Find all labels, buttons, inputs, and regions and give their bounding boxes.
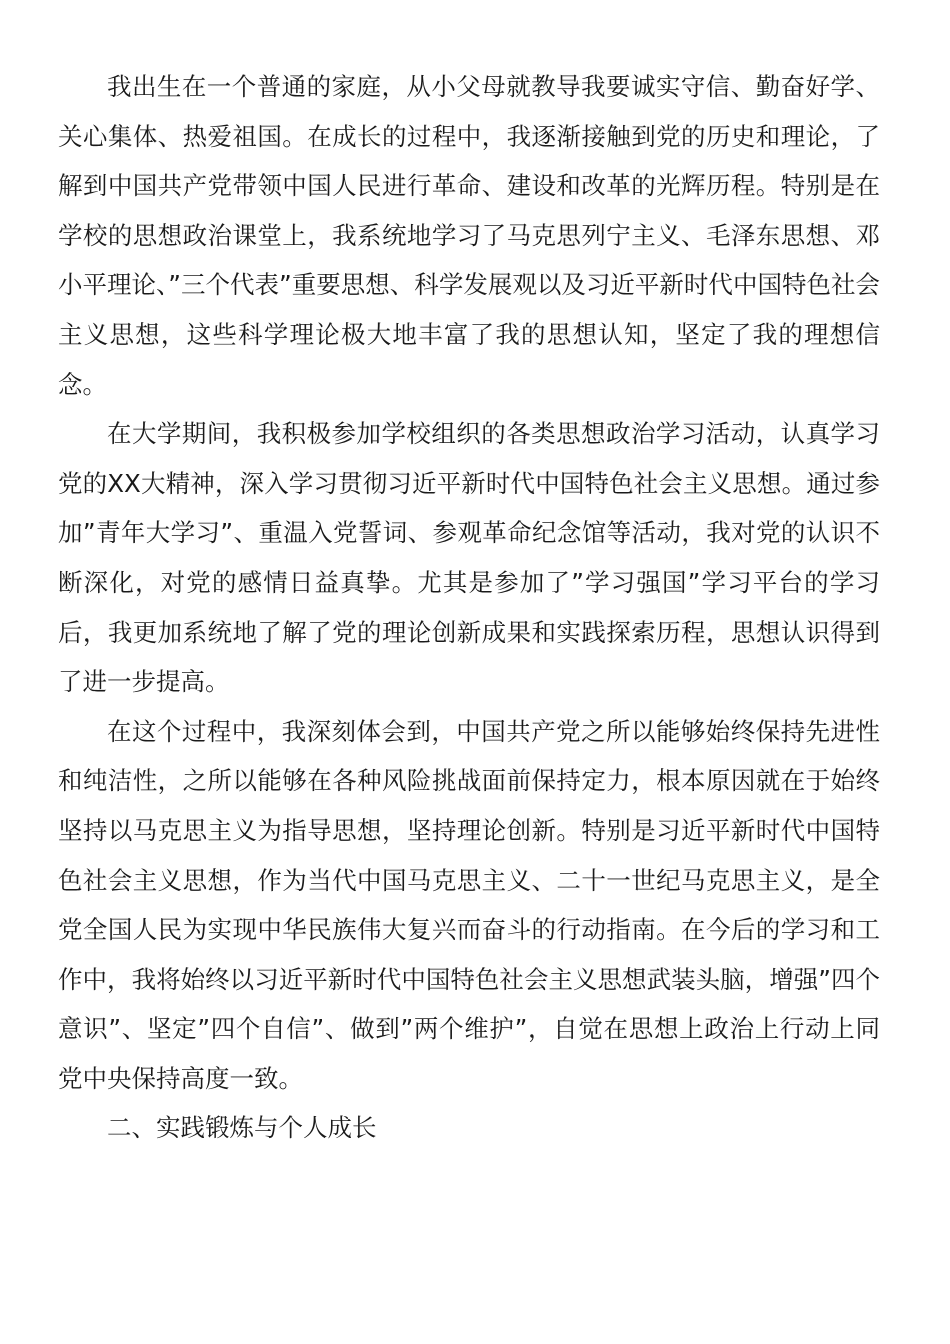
paragraph-university-study: 在大学期间，我积极参加学校组织的各类思想政治学习活动，认真学习党的XX大精神，深入学习贯彻习近平新时代中国特色社会主义思想。通过参加”青年大学习”、重温入党誓词、参观革命纪念馆等活动，我对党的认识不断深化，对党的感情日益真挚。尤其是参加了”学习强国”学习平台的学习后，我更加系统地了解了党的理论创新成果和实践探索历程，思想认识得到了进一步提高。 (58, 419, 880, 697)
paragraph-family-background: 我出生在一个普通的家庭，从小父母就教导我要诚实守信、勤奋好学、关心集体、热爱祖国。在成长的过程中，我逐渐接触到党的历史和理论，了解到中国共产党带领中国人民进行革命、建设和改革的光辉历程。特别是在学校的思想政治课堂上，我系统地学习了马克思列宁主义、毛泽东思想、邓小平理论、”三个代表”重要思想、科学发展观以及习近平新时代中国特色社会主义思想，这些科学理论极大地丰富了我的思想认知，坚定了我的理想信念。 (58, 72, 880, 399)
paragraph-reflection: 在这个过程中，我深刻体会到，中国共产党之所以能够始终保持先进性和纯洁性，之所以能够在各种风险挑战面前保持定力，根本原因就在于始终坚持以马克思主义为指导思想，坚持理论创新。特别是习近平新时代中国特色社会主义思想，作为当代中国马克思主义、二十一世纪马克思主义，是全党全国人民为实现中华民族伟大复兴而奋斗的行动指南。在今后的学习和工作中，我将始终以习近平新时代中国特色社会主义思想武装头脑，增强”四个意识”、坚定”四个自信”、做到”两个维护”，自觉在思想上政治上行动上同党中央保持高度一致。 (58, 716, 880, 1093)
document-page (58, 62, 880, 1153)
section-heading: 二、实践锻炼与个人成长 (107, 1113, 377, 1143)
